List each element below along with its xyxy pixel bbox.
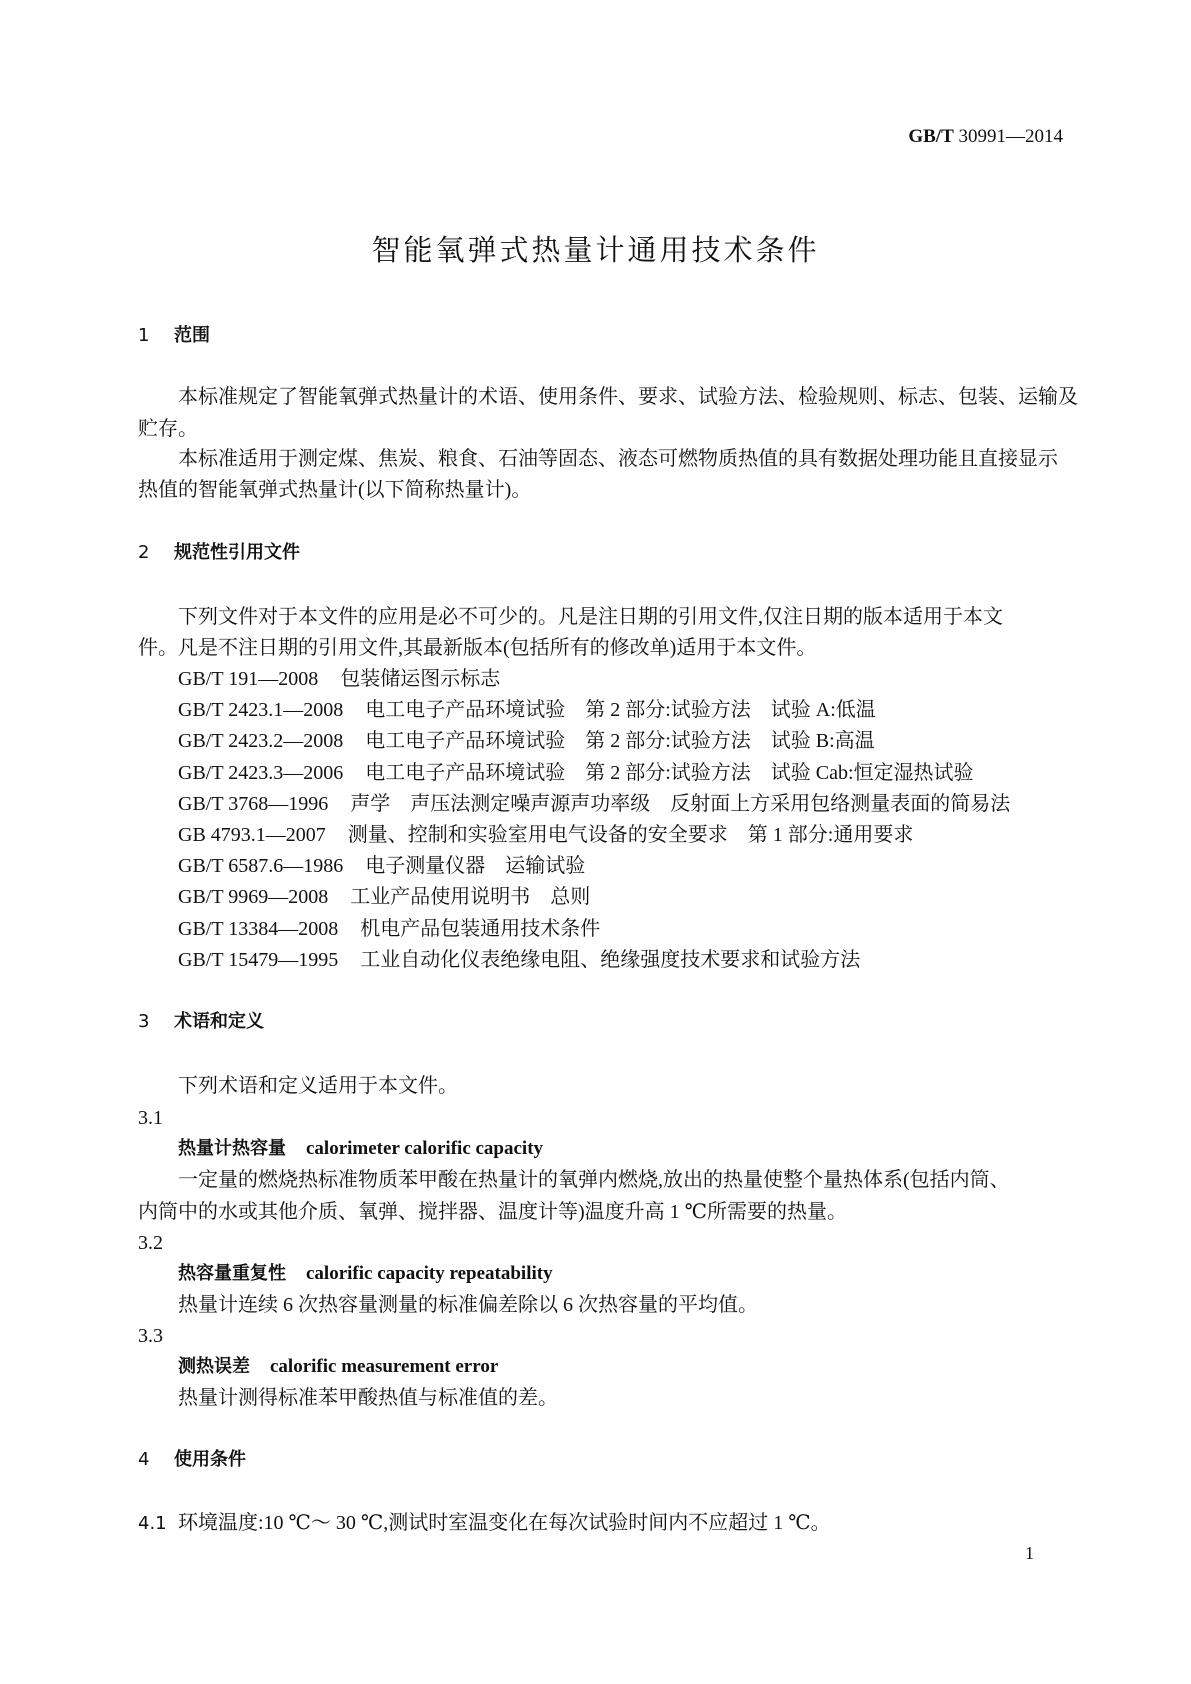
reference-title: 工业自动化仪表绝缘电阻、绝缘强度技术要求和试验方法 xyxy=(360,948,861,971)
paragraph-line: 本标准适用于测定煤、焦炭、粮食、石油等固态、液态可燃物质热值的具有数据处理功能且直接显示 xyxy=(178,448,1058,470)
normative-reference xyxy=(178,667,500,691)
reference-title: 测量、控制和实验室用电气设备的安全要求 第 1 部分:通用要求 xyxy=(347,824,914,846)
term-number: 3.1 xyxy=(138,1107,163,1129)
reference-code: GB/T 2423.3—2006 xyxy=(178,761,344,784)
reference-code: GB/T 3768—1996 xyxy=(178,792,329,815)
reference-code: GB/T 13384—2008 xyxy=(178,917,339,940)
reference-code: GB/T 2423.1—2008 xyxy=(178,699,344,722)
page-number: 1 xyxy=(1025,1543,1034,1563)
clause-4-1: 4.1 环境温度:10 ℃～ 30 ℃,测试时室温变化在每次试验时间内不应超过 1 ℃。 xyxy=(138,1512,831,1534)
document-title: 智能氧弹式热量计通用技术条件 xyxy=(371,233,820,267)
reference-title: 包装储运图示标志 xyxy=(340,668,501,690)
term-title: 测热误差 calorific measurement error xyxy=(178,1356,499,1377)
paragraph-line: 热值的智能氧弹式热量计(以下简称热量计)。 xyxy=(138,479,532,501)
paragraph-line: 本标准规定了智能氧弹式热量计的术语、使用条件、要求、试验方法、检验规则、标志、包装、运输及 xyxy=(178,386,1078,408)
normative-reference xyxy=(178,698,876,722)
reference-title: 声学 声压法测定噪声源声功率级 反射面上方采用包络测量表面的简易法 xyxy=(350,792,1011,815)
reference-code: GB/T 191—2008 xyxy=(178,668,319,690)
normative-reference xyxy=(178,854,585,878)
reference-code: GB/T 15479—1995 xyxy=(178,948,339,971)
reference-title: 电工电子产品环境试验 第 2 部分:试验方法 试验 B:高温 xyxy=(365,730,875,753)
section-3-heading: 3 术语和定义 xyxy=(138,1011,264,1032)
normative-reference xyxy=(178,917,600,941)
reference-title: 电工电子产品环境试验 第 2 部分:试验方法 试验 A:低温 xyxy=(365,699,876,722)
reference-code: GB 4793.1—2007 xyxy=(178,824,326,846)
paragraph-line: 下列术语和定义适用于本文件。 xyxy=(178,1075,458,1097)
reference-title: 电工电子产品环境试验 第 2 部分:试验方法 试验 Cab:恒定湿热试验 xyxy=(365,761,974,784)
normative-reference xyxy=(178,948,860,972)
normative-reference xyxy=(178,885,590,909)
reference-title: 机电产品包装通用技术条件 xyxy=(360,917,601,940)
normative-reference xyxy=(178,729,875,753)
term-title: 热容量重复性 calorific capacity repeatability xyxy=(178,1263,553,1284)
reference-code: GB/T 9969—2008 xyxy=(178,886,329,909)
reference-code: GB/T 2423.2—2008 xyxy=(178,730,344,753)
term-definition: 热量计连续 6 次热容量测量的标准偏差除以 6 次热容量的平均值。 xyxy=(178,1294,758,1316)
reference-title: 电子测量仪器 运输试验 xyxy=(365,855,586,878)
term-number: 3.2 xyxy=(138,1232,163,1254)
term-title: 热量计热容量 calorimeter calorific capacity xyxy=(178,1138,544,1159)
section-2-heading: 2 规范性引用文件 xyxy=(138,542,300,563)
section-1-heading: 1 范围 xyxy=(138,325,210,346)
normative-reference xyxy=(178,823,913,847)
reference-code: GB/T 6587.6—1986 xyxy=(178,855,344,878)
term-definition: 一定量的燃烧热标准物质苯甲酸在热量计的氧弹内燃烧,放出的热量使整个量热体系(包括内筒、 xyxy=(178,1169,1010,1191)
term-number: 3.3 xyxy=(138,1325,163,1347)
term-definition: 热量计测得标准苯甲酸热值与标准值的差。 xyxy=(178,1387,558,1409)
standard-number: GB/T 30991—2014 xyxy=(908,126,1063,147)
paragraph-line: 件。凡是不注日期的引用文件,其最新版本(包括所有的修改单)适用于本文件。 xyxy=(138,637,817,659)
term-definition: 内筒中的水或其他介质、氧弹、搅拌器、温度计等)温度升高 1 ℃所需要的热量。 xyxy=(138,1201,848,1223)
section-4-heading: 4 使用条件 xyxy=(138,1449,246,1470)
normative-reference xyxy=(178,792,1010,816)
normative-reference xyxy=(178,761,974,785)
paragraph-line: 贮存。 xyxy=(138,418,198,440)
reference-title: 工业产品使用说明书 总则 xyxy=(350,886,591,909)
paragraph-line: 下列文件对于本文件的应用是必不可少的。凡是注日期的引用文件,仅注日期的版本适用于本文 xyxy=(178,606,1003,628)
